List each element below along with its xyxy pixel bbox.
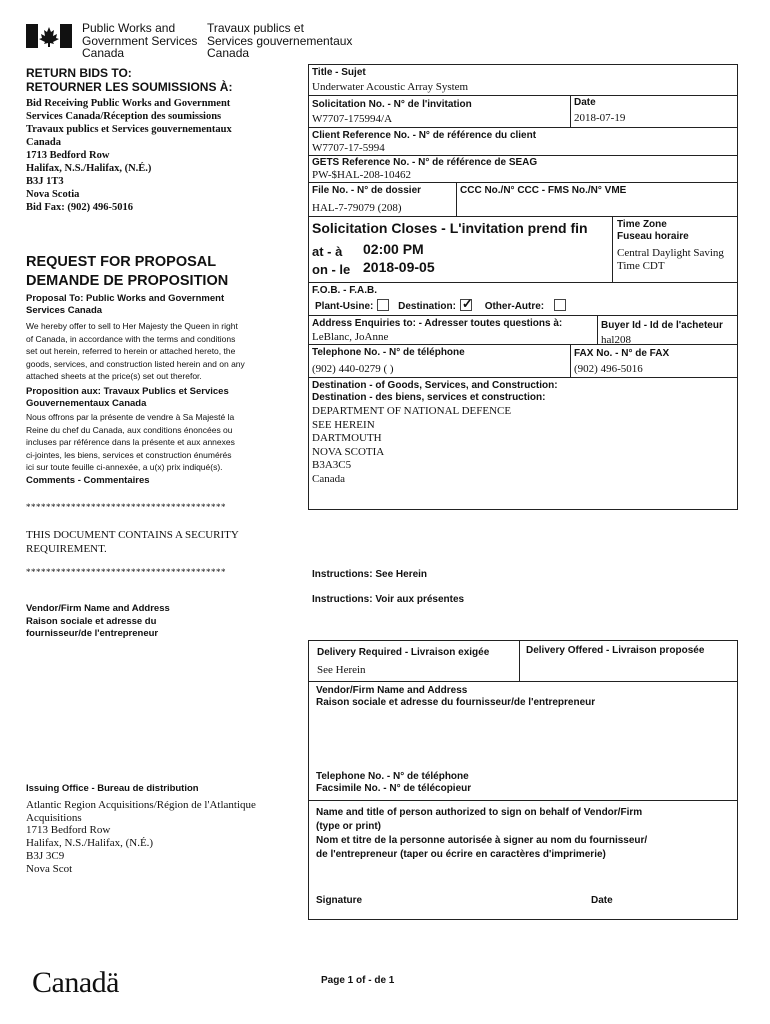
department-name-fr: Travaux publics et Services gouvernementaux Canada (207, 21, 353, 60)
return-bids-address: Bid Receiving Public Works and Government Services Canada/Réception des soumissions Travaux publics et Services gouvernementaux Canada 1713 Bedford Row Halifax, N.S./Halifax, (N.É.) B3J 1T3 Nova Scotia Bid Fax: (902) 496-5016 (26, 98, 232, 213)
issuing-office-label: Issuing Office - Bureau de distribution (26, 783, 199, 794)
closing-at-label: at - à (312, 244, 343, 259)
closing-time-value: 02:00 PM (363, 241, 424, 257)
title-label: Title - Sujet (312, 67, 366, 78)
signature-date-label: Date (591, 895, 613, 906)
solicitation-closes-heading: Solicitation Closes - L'invitation prend fin (312, 220, 588, 236)
delivery-required-label: Delivery Required - Livraison exigée (317, 647, 490, 658)
proposal-to-label: Proposal To: Public Works and Government Services Canada (26, 293, 225, 316)
address-enquiries-value: LeBlanc, JoAnne (312, 331, 389, 343)
solicitation-number-label: Solicitation No. - N° de l'invitation (312, 99, 472, 110)
title-value: Underwater Acoustic Array System (312, 81, 469, 93)
buyer-id-label: Buyer Id - Id de l'acheteur (601, 320, 723, 331)
plant-checkbox[interactable] (377, 299, 389, 311)
other-checkbox[interactable] (554, 299, 566, 311)
plant-label: Plant-Usine: (315, 301, 374, 312)
delivery-required-value: See Herein (317, 664, 366, 676)
solicitation-number-value: W7707-175994/A (312, 113, 393, 125)
gets-reference-value: PW-$HAL-208-10462 (312, 169, 411, 181)
client-reference-label: Client Reference No. - N° de référence du client (312, 130, 537, 141)
telephone-value: (902) 440-0279 ( ) (312, 363, 394, 375)
fax-label: FAX No. - N° de FAX (574, 348, 670, 359)
date-label: Date (574, 97, 596, 108)
delivery-offered-label: Delivery Offered - Livraison proposée (526, 645, 705, 656)
destination-label: Destination: (398, 301, 456, 312)
fob-label: F.O.B. - F.A.B. (312, 285, 377, 296)
closing-date-value: 2018-09-05 (363, 259, 435, 275)
divider-stars: **************************************** (26, 502, 226, 512)
time-zone-label: Time Zone Fuseau horaire (617, 219, 689, 242)
offer-text-en: We hereby offer to sell to Her Majesty the Queen in right of Canada, in accordance with the terms and conditions set out herein, referred to herein or attached hereto, the goods, services, and construction listed herein and on any attached sheets at the price(s) set out therefor. (26, 321, 245, 381)
checkmark-icon: ✓ (461, 296, 473, 311)
buyer-id-value: hal208 (601, 334, 631, 346)
return-bids-heading: RETURN BIDS TO: RETOURNER LES SOUMISSIONS À: (26, 66, 233, 94)
destination-goods-label: Destination - of Goods, Services, and Construction: Destination - des biens, services et construction: (312, 380, 558, 403)
signature-label: Signature (316, 895, 363, 906)
instructions-fr: Instructions: Voir aux présentes (312, 594, 465, 605)
instructions-en: Instructions: See Herein (312, 569, 428, 580)
authorized-signer-label: Name and title of person authorized to sign on behalf of Vendor/Firm (type or print) Nom et titre de la personne autorisée à signer au nom du fournisseur/ de l'entrepreneur (taper ou écrire en caractères d'imprimerie) (316, 807, 648, 860)
date-value: 2018-07-19 (574, 112, 626, 124)
comments-label: Comments - Commentaires (26, 475, 150, 486)
file-number-label: File No. - N° de dossier (312, 185, 422, 196)
vendor-firm-label: Vendor/Firm Name and Address Raison sociale et adresse du fournisseur/de l'entrepreneur (316, 685, 596, 708)
vendor-name-label: Vendor/Firm Name and Address Raison sociale et adresse du fournisseur/de l'entrepreneur (26, 603, 170, 639)
canada-wordmark: Canadä (32, 966, 119, 999)
gets-reference-label: GETS Reference No. - N° de référence de SEAG (312, 157, 538, 168)
issuing-office-address: Atlantic Region Acquisitions/Région de l'Atlantique Acquisitions 1713 Bedford Row Halifax, N.S./Halifax, (N.É.) B3J 3C9 Nova Scot (26, 799, 256, 875)
file-number-value: HAL-7-79079 (208) (312, 202, 402, 214)
closing-on-label: on - le (312, 262, 351, 277)
rfp-title: REQUEST FOR PROPOSAL DEMANDE DE PROPOSITION (26, 254, 229, 289)
other-label: Other-Autre: (484, 301, 545, 312)
proposition-label: Proposition aux: Travaux Publics et Services Gouvernementaux Canada (26, 386, 229, 409)
ccc-number-label: CCC No./N° CCC - FMS No./N° VME (460, 185, 627, 196)
offer-text-fr: Nous offrons par la présente de vendre à Sa Majesté la Reine du chef du Canada, aux conditions énoncées ou incluses par référence dans la présente et aux annexes ci-jointes, les biens, services et construction énumérés ici sur toute feuille ci-annexée, a u(x) prix indiqué(s). (26, 412, 235, 472)
page-number: Page 1 of - de 1 (321, 975, 395, 986)
canada-flag-icon (26, 24, 72, 48)
telephone-label: Telephone No. - N° de téléphone (312, 347, 465, 358)
destination-checkbox[interactable] (460, 296, 473, 311)
fax-value: (902) 496-5016 (574, 363, 643, 375)
destination-goods-value: DEPARTMENT OF NATIONAL DEFENCE SEE HEREIN DARTMOUTH NOVA SCOTIA B3A3C5 Canada (312, 405, 512, 485)
fob-options (315, 296, 566, 313)
client-reference-value: W7707-17-5994 (312, 142, 385, 154)
time-zone-value: Central Daylight Saving Time CDT (617, 247, 724, 272)
department-name-en: Public Works and Government Services Canada (82, 21, 198, 60)
vendor-telephone-label: Telephone No. - N° de téléphone Facsimile No. - N° de télécopieur (316, 771, 472, 794)
address-enquiries-label: Address Enquiries to: - Adresser toutes questions à: (312, 318, 563, 329)
security-notice: THIS DOCUMENT CONTAINS A SECURITY REQUIREMENT. (26, 529, 239, 555)
divider-stars: **************************************** (26, 567, 226, 577)
